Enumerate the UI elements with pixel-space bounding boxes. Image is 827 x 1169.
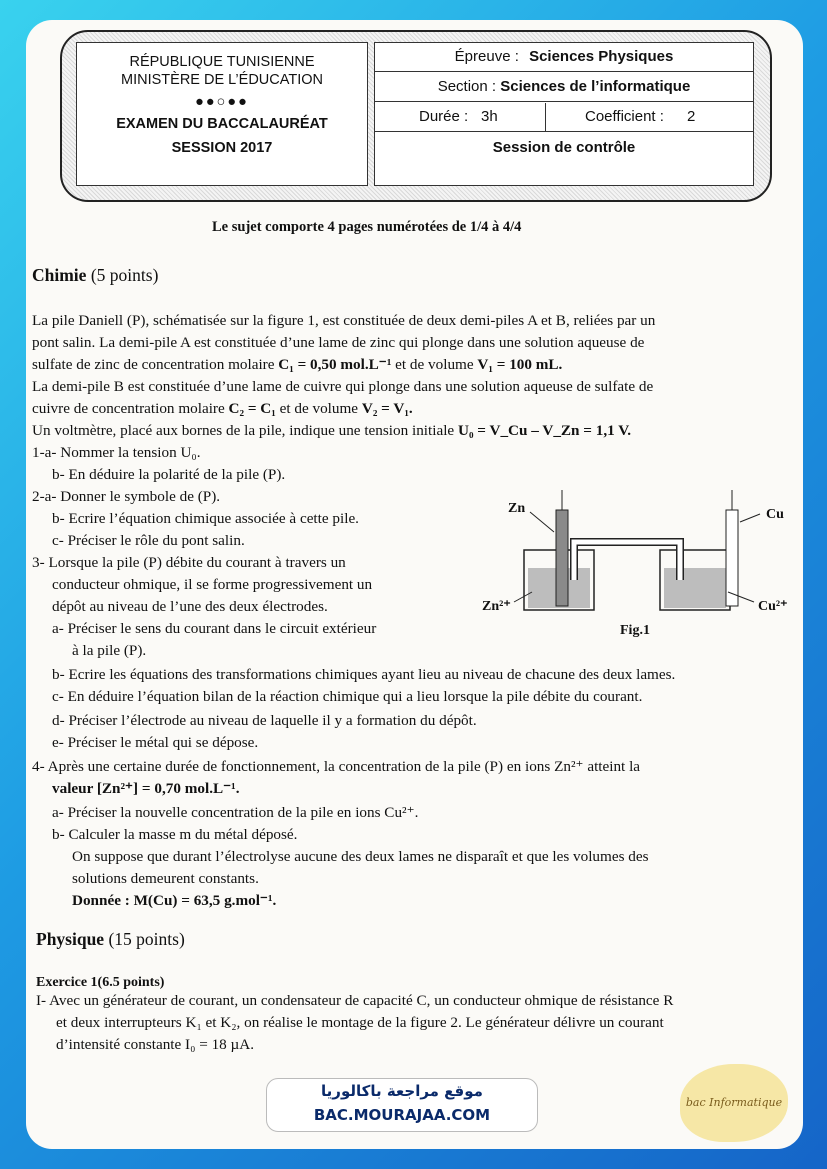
chimie-p2: pont salin. La demi-pile A est constituée d’une lame de zinc qui plonge dans une solution aqueuse de [32, 334, 645, 351]
duree-divider [545, 103, 546, 131]
chimie-p4: La demi-pile B est constituée d’une lame de cuivre qui plonge dans une solution aqueuse de sulfate de [32, 378, 654, 395]
coef-label: Coefficient : [585, 108, 664, 125]
duree-label: Durée : [419, 108, 469, 125]
ornament: ●●○●● [195, 94, 249, 110]
zn-electrode [556, 510, 568, 606]
q3g: c- En déduire l’équation bilan de la réaction chimique qui a lieu lorsque la pile débite du courant. [52, 688, 643, 705]
chimie-points: (5 points) [90, 265, 159, 285]
q3e: à la pile (P). [72, 642, 147, 659]
figure-1 [454, 480, 788, 640]
intro-line: Le sujet comporte 4 pages numérotées de 1/4 à 4/4 [212, 219, 522, 235]
q1b: b- En déduire la polarité de la pile (P). [52, 466, 286, 483]
physique-title: Physique [36, 929, 105, 949]
chimie-p5a: cuivre de concentration molaire [32, 400, 229, 417]
header-left-box [76, 42, 368, 186]
solution-b [664, 568, 726, 608]
cu-electrode [726, 510, 738, 606]
chimie-v2: V₂ = V₁. [361, 400, 413, 417]
epreuve-value: Sciences Physiques [529, 48, 674, 65]
zn-label: Zn [508, 501, 526, 516]
chimie-c2: C₂ = C₁ [228, 400, 276, 417]
q3h: d- Préciser l’électrode au niveau de laquelle il y a formation du dépôt. [52, 712, 477, 729]
exam-title: EXAMEN DU BACCALAURÉAT [116, 116, 328, 132]
epreuve-row [375, 43, 753, 72]
section-label: Section : [437, 78, 497, 95]
q4e: On suppose que durant l’électrolyse aucune des deux lames ne disparaît et que les volumes des [72, 848, 649, 865]
chimie-p5c: et de volume [275, 400, 362, 417]
exam-header [60, 30, 772, 202]
cu-leader [740, 514, 760, 522]
q4d: b- Calculer la masse m du métal déposé. [52, 826, 298, 843]
epreuve-label: Épreuve : [454, 48, 519, 65]
q3d: a- Préciser le sens du courant dans le circuit extérieur [52, 620, 377, 637]
q4f: solutions demeurent constants. [72, 870, 259, 887]
phys-i1: I- Avec un générateur de courant, un condensateur de capacité C, un conducteur ohmique de résistance R [36, 992, 674, 1009]
q3b: conducteur ohmique, il se forme progressivement un [52, 576, 373, 593]
session-year: SESSION 2017 [171, 140, 273, 156]
duree-row [375, 103, 753, 132]
zn-ion-label: Zn²⁺ [482, 599, 511, 614]
q3i: e- Préciser le métal qui se dépose. [52, 734, 259, 751]
section-value: Sciences de l’informatique [500, 78, 691, 95]
chimie-v1: V₁ = 100 mL. [477, 356, 563, 373]
chimie-p3a: sulfate de zinc de concentration molaire [32, 356, 279, 373]
header-right-box [374, 42, 754, 186]
phys-i3: d’intensité constante I₀ = 18 µA. [56, 1036, 255, 1053]
chimie-u0: U₀ = V_Cu – V_Zn = 1,1 V. [457, 422, 632, 439]
section-row [375, 73, 753, 102]
chimie-p3 [32, 354, 562, 376]
site-arabic: موقع مراجعة باكالوريا [321, 1082, 483, 1100]
coef-value: 2 [687, 108, 696, 125]
session-type: Session de contrôle [492, 139, 636, 156]
q1a: 1-a- Nommer la tension U₀. [32, 444, 201, 461]
figure-caption: Fig.1 [620, 623, 650, 638]
chimie-p5 [32, 398, 413, 420]
chimie-p6 [32, 420, 631, 442]
q2c: c- Préciser le rôle du pont salin. [52, 532, 245, 549]
q3c: dépôt au niveau de l’une des deux électrodes. [52, 598, 328, 615]
country: RÉPUBLIQUE TUNISIENNE [129, 54, 315, 70]
q3f: b- Ecrire les équations des transformations chimiques ayant lieu au niveau de chacune des deux lames. [52, 666, 676, 683]
q2b: b- Ecrire l’équation chimique associée à cette pile. [52, 510, 359, 527]
chimie-heading [32, 264, 158, 286]
cu-label: Cu [766, 507, 784, 522]
bac-informatique-logo: bac Informatique [680, 1064, 788, 1142]
q3a: 3- Lorsque la pile (P) débite du courant à travers un [32, 554, 346, 571]
q4a: 4- Après une certaine durée de fonctionnement, la concentration de la pile (P) en ions Zn²⁺ atteint la [32, 758, 641, 775]
q2a: 2-a- Donner le symbole de (P). [32, 488, 221, 505]
duree-value: 3h [481, 108, 498, 125]
physique-heading [36, 928, 185, 950]
site-banner[interactable] [266, 1078, 538, 1132]
chimie-c1: C₁ = 0,50 mol.L⁻¹ [278, 356, 392, 373]
exercice-1-title: Exercice 1(6.5 points) [36, 975, 165, 990]
cu-ion-label: Cu²⁺ [758, 599, 788, 614]
phys-i2: et deux interrupteurs K₁ et K₂, on réalise le montage de la figure 2. Le générateur délivre un courant [56, 1014, 664, 1031]
q4c: a- Préciser la nouvelle concentration de la pile en ions Cu²⁺. [52, 804, 419, 821]
zn-leader [530, 512, 554, 532]
q4b: valeur [Zn²⁺] = 0,70 mol.L⁻¹. [52, 780, 240, 797]
exam-page [26, 20, 803, 1149]
site-url[interactable]: BAC.MOURAJAA.COM [313, 1106, 491, 1124]
chimie-title: Chimie [32, 265, 87, 285]
chimie-p3c: et de volume [391, 356, 478, 373]
chimie-p1: La pile Daniell (P), schématisée sur la figure 1, est constituée de deux demi-piles A et B, reliées par un [32, 312, 656, 329]
q4g: Donnée : M(Cu) = 63,5 g.mol⁻¹. [72, 892, 277, 909]
chimie-p6a: Un voltmètre, placé aux bornes de la pile, indique une tension initiale [32, 422, 458, 439]
ministry: MINISTÈRE DE L’ÉDUCATION [121, 72, 323, 88]
physique-points: (15 points) [108, 929, 185, 949]
